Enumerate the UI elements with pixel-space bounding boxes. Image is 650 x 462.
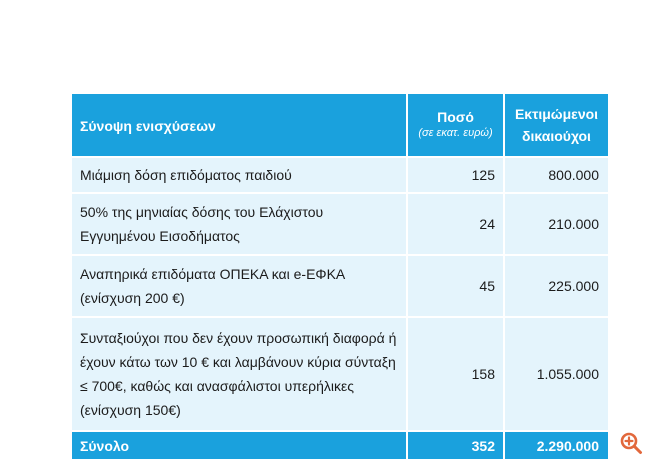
- header-amount-unit: (σε εκατ. ευρώ): [418, 127, 493, 139]
- header-title: Σύνοψη ενισχύσεων: [72, 94, 407, 157]
- header-beneficiaries: Εκτιμώμενοι δικαιούχοι: [504, 94, 608, 157]
- header-amount-label: Ποσό: [437, 109, 474, 125]
- row-label: Αναπηρικά επιδόματα ΟΠΕΚΑ και e-ΕΦΚΑ (ενίσχυση 200 €): [72, 255, 407, 317]
- header-amount: [407, 94, 504, 157]
- total-amount: 352: [407, 431, 504, 459]
- total-label: Σύνολο: [72, 431, 407, 459]
- row-label: Συνταξιούχοι που δεν έχουν προσωπική διαφορά ή έχουν κάτω των 10 € και λαμβάνουν κύρια σύνταξη ≤ 700€, καθώς και ανασφάλιστοι υπερήλικες (ενίσχυση 150€): [72, 317, 407, 431]
- zoom-in-icon-svg: [619, 431, 643, 455]
- table-header-row: [72, 94, 608, 157]
- row-amount: 125: [407, 157, 504, 193]
- row-beneficiaries: 210.000: [504, 193, 608, 255]
- table-total-row: [72, 431, 608, 459]
- table-row: [72, 255, 608, 317]
- table-row: [72, 157, 608, 193]
- row-amount: 45: [407, 255, 504, 317]
- total-beneficiaries: 2.290.000: [504, 431, 608, 459]
- row-beneficiaries: 800.000: [504, 157, 608, 193]
- support-summary-table: [72, 94, 608, 459]
- table-row: [72, 193, 608, 255]
- row-label: 50% της μηνιαίας δόσης του Ελάχιστου Εγγυημένου Εισοδήματος: [72, 193, 407, 255]
- row-beneficiaries: 225.000: [504, 255, 608, 317]
- row-beneficiaries: 1.055.000: [504, 317, 608, 431]
- row-amount: 24: [407, 193, 504, 255]
- row-amount: 158: [407, 317, 504, 431]
- zoom-in-icon[interactable]: [619, 431, 643, 455]
- table-row: [72, 317, 608, 431]
- row-label: Μιάμιση δόση επιδόματος παιδιού: [72, 157, 407, 193]
